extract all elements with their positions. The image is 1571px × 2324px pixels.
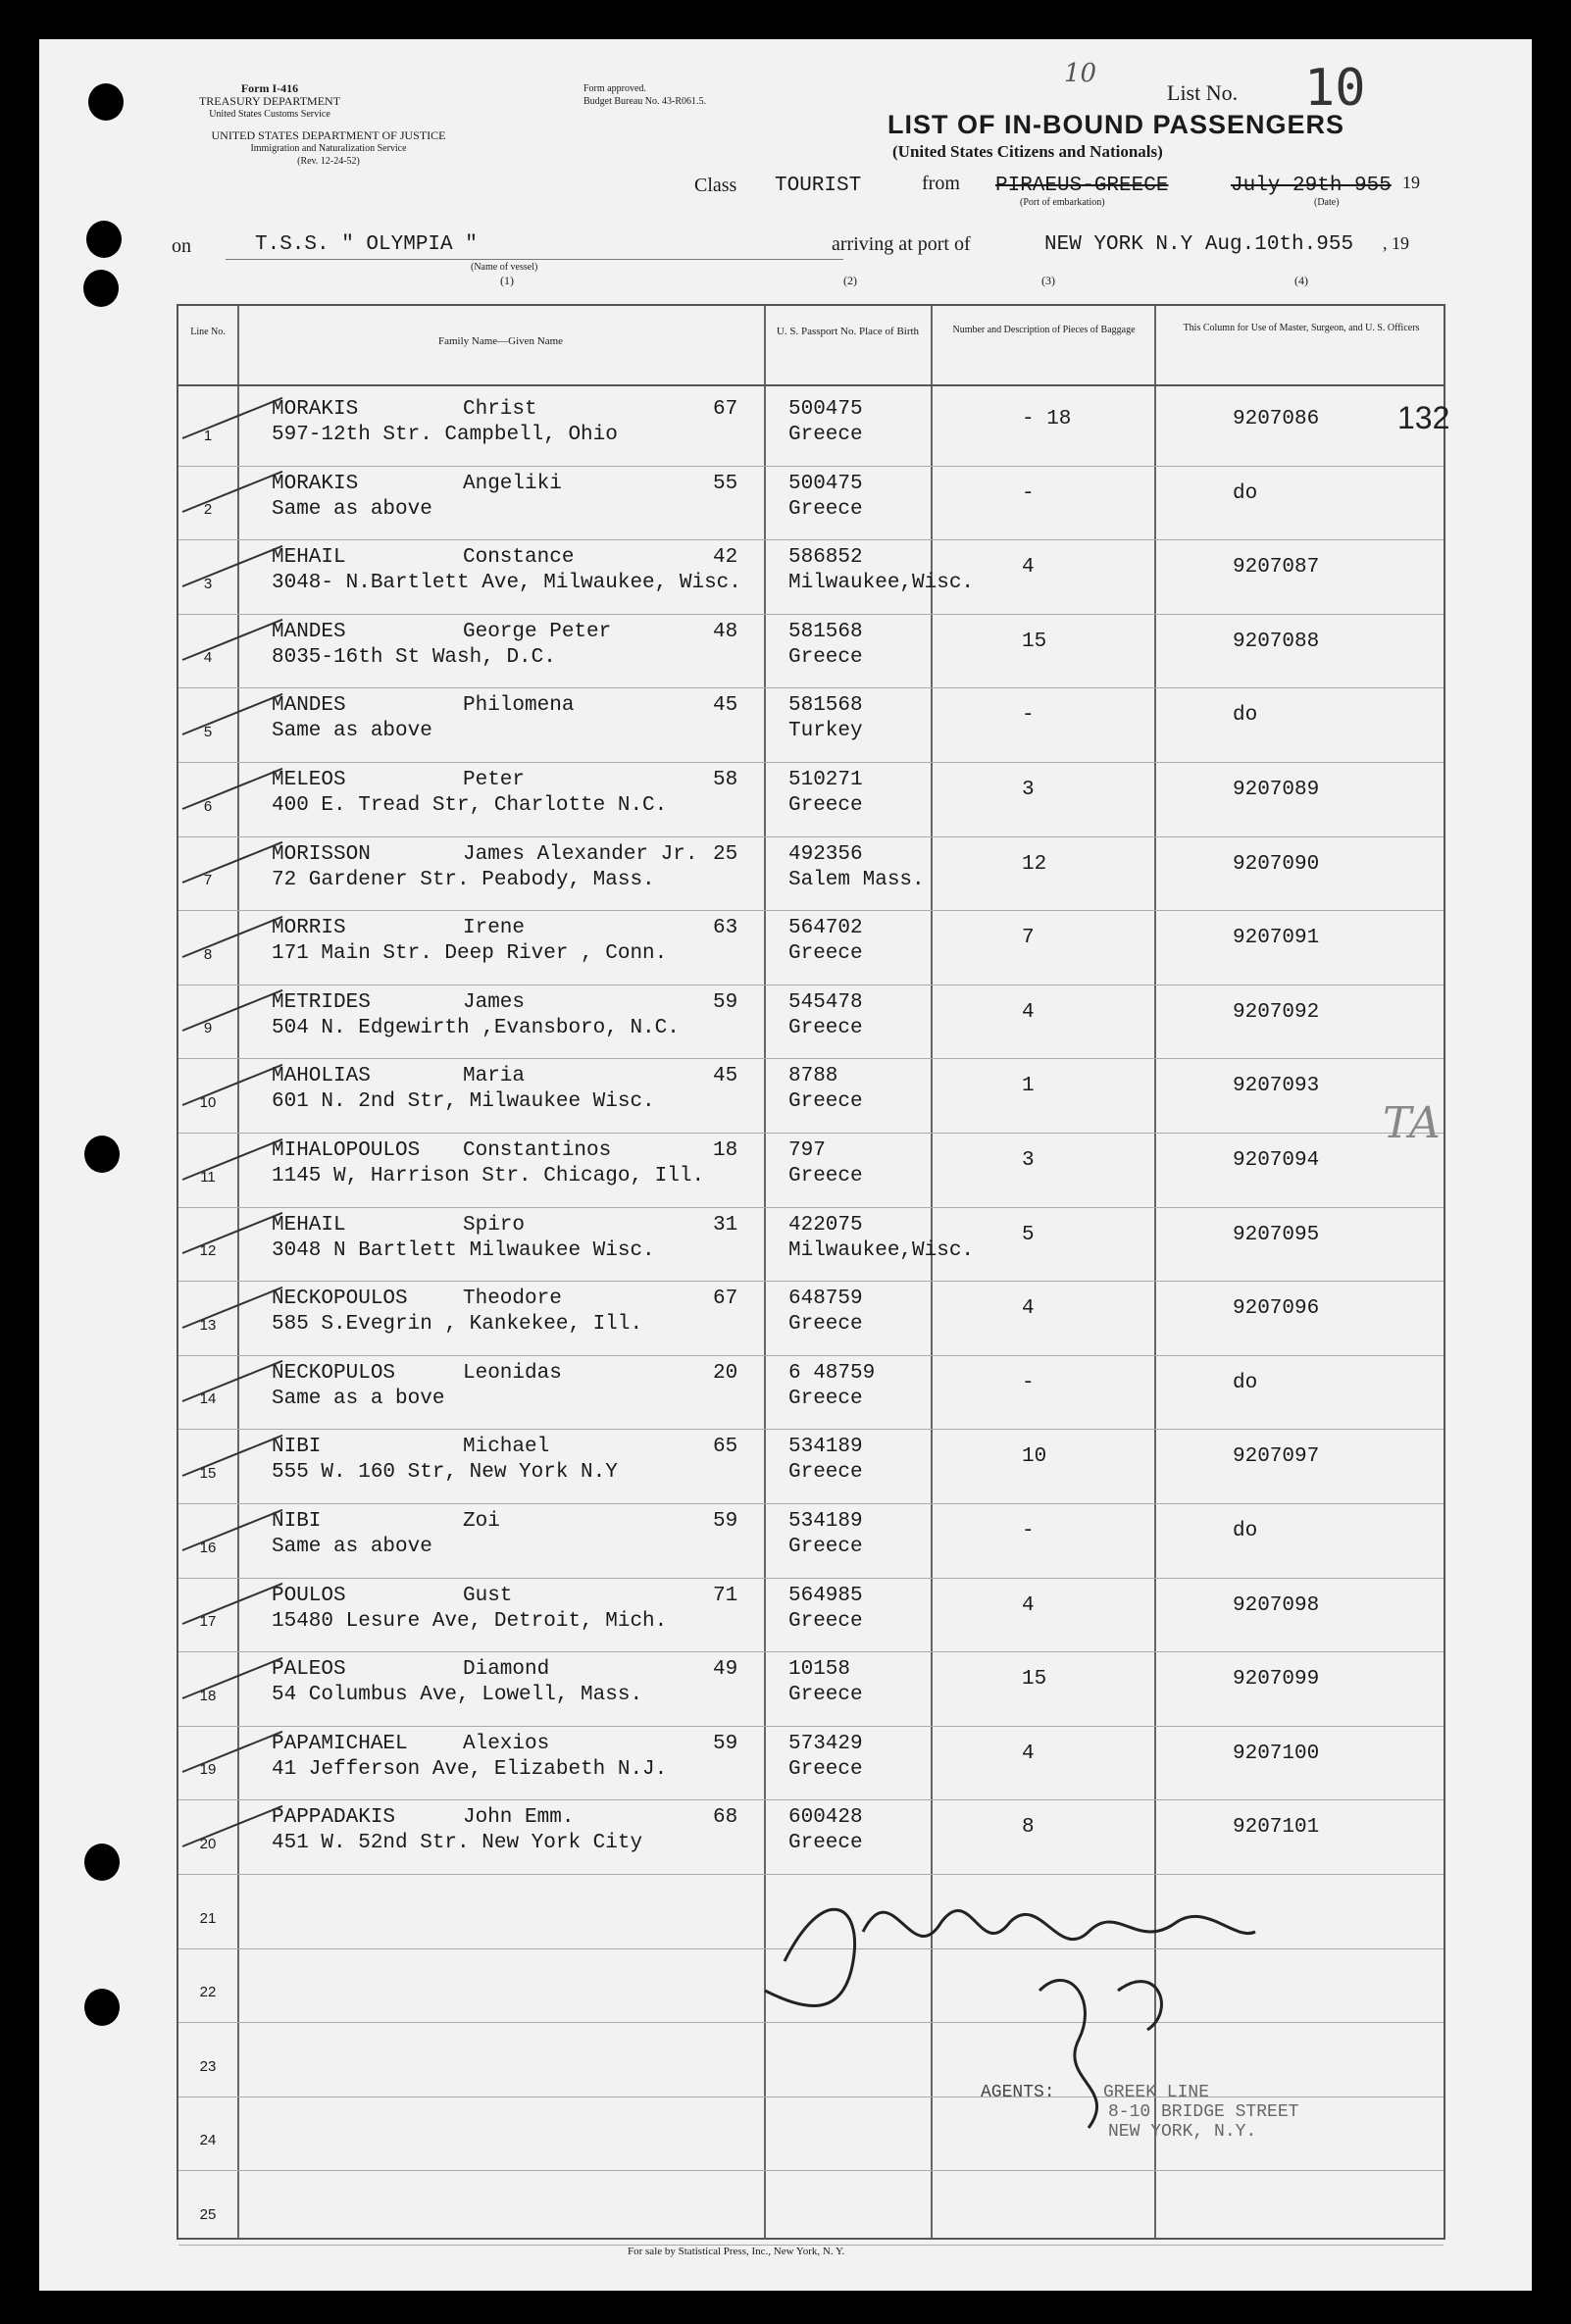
punch-hole — [83, 270, 119, 307]
baggage-count: 15 — [1022, 1668, 1047, 1692]
col1-caption: (1) — [500, 274, 514, 287]
place-of-birth: Milwaukee,Wisc. — [788, 572, 975, 595]
line-number: 6 — [203, 797, 213, 815]
officer-number: 9207099 — [1233, 1668, 1320, 1692]
officer-number: 9207092 — [1233, 1000, 1320, 1024]
given-name: Maria — [463, 1065, 526, 1088]
family-name: PALEOS — [272, 1658, 346, 1682]
officer-number: 9207096 — [1233, 1297, 1320, 1321]
agents-name: GREEK LINE — [1103, 2083, 1210, 2102]
treasury-dept: TREASURY DEPARTMENT — [198, 94, 341, 108]
place-of-birth: Greece — [788, 942, 863, 966]
officer-number: do — [1233, 1371, 1258, 1394]
place-of-birth: Greece — [788, 1387, 863, 1410]
place-of-birth: Salem Mass. — [788, 868, 925, 891]
line-number: 8 — [203, 945, 213, 963]
address: 41 Jefferson Ave, Elizabeth N.J. — [272, 1757, 668, 1781]
table-row — [178, 467, 1444, 541]
list-no-pencil: 10 — [1064, 59, 1097, 88]
ins-service: Immigration and Naturalization Service — [250, 143, 407, 154]
line-number: 9 — [203, 1020, 213, 1037]
baggage-count: 10 — [1022, 1445, 1047, 1469]
passport-no: 581568 — [788, 620, 863, 643]
col-header-baggage: Number and Description of Pieces of Baggage — [952, 325, 1136, 335]
passport-no: 492356 — [788, 842, 863, 866]
passport-no: 500475 — [788, 472, 863, 495]
officer-number: 9207095 — [1233, 1223, 1320, 1246]
baggage-count: 5 — [1022, 1223, 1035, 1246]
passport-no: 534189 — [788, 1436, 863, 1459]
place-of-birth: Greece — [788, 1832, 863, 1855]
passport-no: 510271 — [788, 769, 863, 791]
agents-label: AGENTS: — [981, 2083, 1055, 2102]
family-name: NECKOPOULOS — [272, 1288, 408, 1311]
line-number: 1 — [203, 427, 213, 444]
age: 59 — [713, 1510, 738, 1533]
form-number: Form I-416 — [240, 81, 299, 95]
address: Same as above — [272, 720, 432, 743]
revision-date: (Rev. 12-24-52) — [297, 156, 360, 167]
place-of-birth: Greece — [788, 1757, 863, 1781]
family-name: MIHALOPOULOS — [272, 1139, 421, 1162]
baggage-count: 4 — [1022, 1297, 1035, 1321]
line-number: 11 — [200, 1168, 216, 1186]
punch-hole — [88, 83, 124, 121]
place-of-birth: Greece — [788, 1165, 863, 1187]
age: 48 — [713, 620, 738, 643]
table-row — [178, 837, 1444, 912]
place-of-birth: Greece — [788, 1016, 863, 1039]
list-no-value: 10 — [1304, 59, 1366, 118]
col2-caption: (2) — [843, 274, 857, 287]
vessel-underline — [226, 259, 843, 260]
agents-street: 8-10 BRIDGE STREET — [1108, 2102, 1299, 2122]
class-label: Class — [694, 175, 737, 196]
on-label: on — [172, 235, 191, 257]
place-of-birth: Greece — [788, 1609, 863, 1633]
class-value: TOURIST — [775, 175, 862, 197]
age: 58 — [713, 769, 738, 791]
form-header-left — [157, 82, 382, 121]
arrival-port-date: NEW YORK N.Y Aug.10th.955 — [1044, 233, 1354, 256]
family-name: NECKOPULOS — [272, 1361, 396, 1385]
line-number: 2 — [203, 501, 213, 519]
form-header-justice — [167, 129, 490, 168]
address: Same as above — [272, 497, 432, 521]
punch-hole — [84, 1844, 120, 1881]
passport-no: 8788 — [788, 1065, 838, 1088]
table-row — [178, 1430, 1444, 1504]
list-no-label: List No. — [1167, 80, 1239, 105]
officer-number: do — [1233, 704, 1258, 728]
officer-number: 9207087 — [1233, 556, 1320, 580]
given-name: Constance — [463, 546, 575, 570]
officer-number: 9207086 — [1233, 408, 1320, 430]
officer-number: 9207101 — [1233, 1816, 1320, 1840]
given-name: George Peter — [463, 620, 612, 643]
baggage-count: - — [1022, 1371, 1035, 1394]
line-number: 20 — [199, 1835, 217, 1852]
baggage-count: 3 — [1022, 1149, 1035, 1172]
table-row — [178, 1134, 1444, 1208]
family-name: MANDES — [272, 694, 346, 718]
line-number: 15 — [199, 1464, 217, 1482]
table-row — [178, 1208, 1444, 1283]
family-name: METRIDES — [272, 990, 371, 1014]
place-of-birth: Greece — [788, 645, 863, 669]
line10-pencil-mark: TA — [1383, 1098, 1441, 1148]
place-of-birth: Greece — [788, 1461, 863, 1485]
place-of-birth: Turkey — [788, 720, 863, 743]
family-name: MELEOS — [272, 769, 346, 791]
line-number: 17 — [199, 1613, 217, 1631]
age: 42 — [713, 546, 738, 570]
family-name: MORRIS — [272, 917, 346, 940]
col-header-officers: This Column for Use of Master, Surgeon, and U. S. Officers — [1183, 323, 1420, 333]
officer-number: 9207090 — [1233, 852, 1320, 876]
line-number: 7 — [203, 872, 213, 889]
date-value: July 29th 955 — [1231, 175, 1392, 197]
budget-bureau: Budget Bureau No. 43-R061.5. — [583, 96, 706, 107]
address: 400 E. Tread Str, Charlotte N.C. — [272, 794, 668, 817]
passport-no: 10158 — [788, 1658, 851, 1682]
officer-number: 9207094 — [1233, 1149, 1320, 1172]
baggage-count: 1 — [1022, 1075, 1035, 1098]
from-label: from — [922, 173, 960, 194]
place-of-birth: Greece — [788, 794, 863, 817]
baggage-count: 8 — [1022, 1816, 1035, 1840]
age: 63 — [713, 917, 738, 940]
officer-number: do — [1233, 481, 1258, 505]
passport-no: 564702 — [788, 917, 863, 940]
given-name: Philomena — [463, 694, 575, 718]
officer-number: 9207097 — [1233, 1445, 1320, 1469]
punch-hole — [84, 1136, 120, 1173]
line-number: 19 — [199, 1761, 217, 1779]
address: 555 W. 160 Str, New York N.Y — [272, 1461, 618, 1485]
table-row — [178, 1652, 1444, 1727]
table-row — [178, 2171, 1444, 2246]
baggage-count: 4 — [1022, 556, 1035, 580]
given-name: Gust — [463, 1584, 513, 1607]
manifest-page — [39, 39, 1532, 2291]
passport-no: 581568 — [788, 694, 863, 718]
age: 67 — [713, 1288, 738, 1311]
table-row — [178, 763, 1444, 837]
line-number: 18 — [199, 1687, 217, 1704]
budget-approval — [583, 82, 706, 108]
passport-no: 648759 — [788, 1288, 863, 1311]
baggage-count: 7 — [1022, 927, 1035, 950]
table-row — [178, 1282, 1444, 1356]
passport-no: 422075 — [788, 1213, 863, 1237]
age: 31 — [713, 1213, 738, 1237]
baggage-count: - — [1022, 704, 1035, 728]
age: 68 — [713, 1806, 738, 1830]
header-rule — [178, 384, 1444, 386]
from-value: PIRAEUS-GREECE — [995, 175, 1169, 197]
age: 45 — [713, 694, 738, 718]
passport-no: 534189 — [788, 1510, 863, 1533]
vessel-caption: (Name of vessel) — [471, 262, 538, 273]
age: 45 — [713, 1065, 738, 1088]
table-row — [178, 985, 1444, 1060]
table-row — [178, 1727, 1444, 1801]
given-name: Alexios — [463, 1732, 550, 1755]
page-title: LIST OF IN-BOUND PASSENGERS — [887, 110, 1345, 139]
place-of-birth: Greece — [788, 1684, 863, 1707]
officer-number: 9207100 — [1233, 1742, 1320, 1765]
given-name: Constantinos — [463, 1139, 612, 1162]
given-name: Peter — [463, 769, 526, 791]
family-name: MEHAIL — [272, 546, 346, 570]
agents-city: NEW YORK, N.Y. — [1108, 2122, 1257, 2142]
baggage-count: 4 — [1022, 1000, 1035, 1024]
place-of-birth: Greece — [788, 1090, 863, 1114]
given-name: Diamond — [463, 1658, 550, 1682]
address: 3048- N.Bartlett Ave, Milwaukee, Wisc. — [272, 572, 741, 595]
family-name: POULOS — [272, 1584, 346, 1607]
address: 54 Columbus Ave, Lowell, Mass. — [272, 1684, 643, 1707]
line-number: 13 — [199, 1316, 217, 1334]
page-subtitle: (United States Citizens and Nationals) — [892, 142, 1163, 161]
address: Same as above — [272, 1536, 432, 1558]
date-caption: (Date) — [1314, 197, 1340, 208]
line-number: 23 — [199, 2057, 217, 2075]
officer-number: do — [1233, 1520, 1258, 1542]
address: 15480 Lesure Ave, Detroit, Mich. — [272, 1609, 668, 1633]
passport-no: 573429 — [788, 1732, 863, 1755]
port-embark-caption: (Port of embarkation) — [1020, 197, 1105, 208]
given-name: Michael — [463, 1436, 550, 1459]
line-number: 25 — [199, 2205, 217, 2223]
line-number: 12 — [199, 1242, 217, 1260]
table-row — [178, 1579, 1444, 1653]
arriving-label: arriving at port of — [832, 233, 971, 255]
table-row — [178, 540, 1444, 615]
baggage-count: 4 — [1022, 1593, 1035, 1617]
table-row — [178, 392, 1444, 467]
passport-no: 500475 — [788, 398, 863, 421]
officer-number: 9207093 — [1233, 1075, 1320, 1098]
given-name: Christ — [463, 398, 537, 421]
justice-dept: UNITED STATES DEPARTMENT OF JUSTICE — [211, 128, 446, 142]
passport-no: 586852 — [788, 546, 863, 570]
address: Same as a bove — [272, 1387, 445, 1410]
given-name: Angeliki — [463, 472, 562, 495]
given-name: Zoi — [463, 1510, 500, 1533]
address: 504 N. Edgewirth ,Evansboro, N.C. — [272, 1016, 680, 1039]
passport-no: 564985 — [788, 1584, 863, 1607]
family-name: NIBI — [272, 1436, 322, 1459]
line-number: 10 — [199, 1093, 217, 1111]
address: 601 N. 2nd Str, Milwaukee Wisc. — [272, 1090, 655, 1114]
table-row — [178, 1504, 1444, 1579]
passport-no: 545478 — [788, 990, 863, 1014]
form-approved: Form approved. — [583, 83, 646, 94]
age: 55 — [713, 472, 738, 495]
age: 65 — [713, 1436, 738, 1459]
arrival-19: , 19 — [1383, 233, 1409, 253]
given-name: James — [463, 990, 526, 1014]
place-of-birth: Milwaukee,Wisc. — [788, 1238, 975, 1262]
age: 71 — [713, 1584, 738, 1607]
address: 585 S.Evegrin , Kankekee, Ill. — [272, 1313, 643, 1337]
address: 72 Gardener Str. Peabody, Mass. — [272, 868, 655, 891]
address: 1145 W, Harrison Str. Chicago, Ill. — [272, 1165, 705, 1187]
officer-number: 9207098 — [1233, 1593, 1320, 1617]
col4-caption: (4) — [1294, 274, 1308, 287]
punch-hole — [86, 221, 122, 258]
place-of-birth: Greece — [788, 497, 863, 521]
baggage-count: 15 — [1022, 630, 1047, 653]
given-name: Spiro — [463, 1213, 526, 1237]
line-number: 24 — [199, 2132, 217, 2149]
family-name: PAPPADAKIS — [272, 1806, 396, 1830]
family-name: MEHAIL — [272, 1213, 346, 1237]
address: 451 W. 52nd Str. New York City — [272, 1832, 643, 1855]
line-number: 16 — [199, 1539, 217, 1556]
customs-service: United States Customs Service — [209, 109, 330, 120]
place-of-birth: Greece — [788, 424, 863, 446]
officer-number: 9207088 — [1233, 630, 1320, 653]
line-number: 21 — [199, 1909, 217, 1927]
baggage-count: 3 — [1022, 779, 1035, 801]
officer-number: 9207091 — [1233, 927, 1320, 950]
margin-count: 132 — [1397, 400, 1450, 435]
col-header-line: Line No. — [190, 327, 226, 337]
given-name: Leonidas — [463, 1361, 562, 1385]
family-name: MORAKIS — [272, 472, 359, 495]
place-of-birth: Greece — [788, 1536, 863, 1558]
line-number: 4 — [203, 649, 213, 667]
col-header-name: Family Name—Given Name — [437, 335, 564, 347]
age: 25 — [713, 842, 738, 866]
place-of-birth: Greece — [788, 1313, 863, 1337]
line-number: 14 — [199, 1390, 217, 1408]
table-row — [178, 1356, 1444, 1431]
given-name: John Emm. — [463, 1806, 575, 1830]
family-name: MANDES — [272, 620, 346, 643]
line-number: 3 — [203, 575, 213, 592]
passport-no: 6 48759 — [788, 1361, 876, 1385]
table-row — [178, 911, 1444, 985]
baggage-count: 12 — [1022, 852, 1047, 876]
address: 171 Main Str. Deep River , Conn. — [272, 942, 668, 966]
table-row — [178, 688, 1444, 763]
officer-number: 9207089 — [1233, 779, 1320, 801]
baggage-count: - — [1022, 1520, 1035, 1542]
family-name: MAHOLIAS — [272, 1065, 371, 1088]
age: 49 — [713, 1658, 738, 1682]
passport-no: 797 — [788, 1139, 826, 1162]
footer-printer: For sale by Statistical Press, Inc., New York, N. Y. — [628, 2246, 845, 2257]
punch-hole — [84, 1989, 120, 2026]
table-row — [178, 615, 1444, 689]
family-name: NIBI — [272, 1510, 322, 1533]
family-name: MORAKIS — [272, 398, 359, 421]
given-name: Irene — [463, 917, 526, 940]
date-19: 19 — [1402, 173, 1420, 192]
table-row — [178, 1059, 1444, 1134]
baggage-count: - 18 — [1022, 408, 1072, 430]
passport-no: 600428 — [788, 1806, 863, 1830]
address: 8035-16th St Wash, D.C. — [272, 645, 556, 669]
age: 59 — [713, 990, 738, 1014]
line-number: 5 — [203, 723, 213, 740]
col3-caption: (3) — [1041, 274, 1055, 287]
age: 59 — [713, 1732, 738, 1755]
family-name: MORISSON — [272, 842, 371, 866]
baggage-count: 4 — [1022, 1742, 1035, 1765]
address: 3048 N Bartlett Milwaukee Wisc. — [272, 1238, 655, 1262]
family-name: PAPAMICHAEL — [272, 1732, 408, 1755]
age: 20 — [713, 1361, 738, 1385]
given-name: James Alexander Jr. — [463, 842, 698, 866]
age: 67 — [713, 398, 738, 421]
vessel-name: T.S.S. " OLYMPIA " — [255, 233, 478, 256]
address: 597-12th Str. Campbell, Ohio — [272, 424, 618, 446]
col-header-passport: U. S. Passport No. Place of Birth — [776, 326, 920, 337]
baggage-count: - — [1022, 481, 1035, 505]
given-name: Theodore — [463, 1288, 562, 1311]
line-number: 22 — [199, 1984, 217, 2001]
age: 18 — [713, 1139, 738, 1162]
